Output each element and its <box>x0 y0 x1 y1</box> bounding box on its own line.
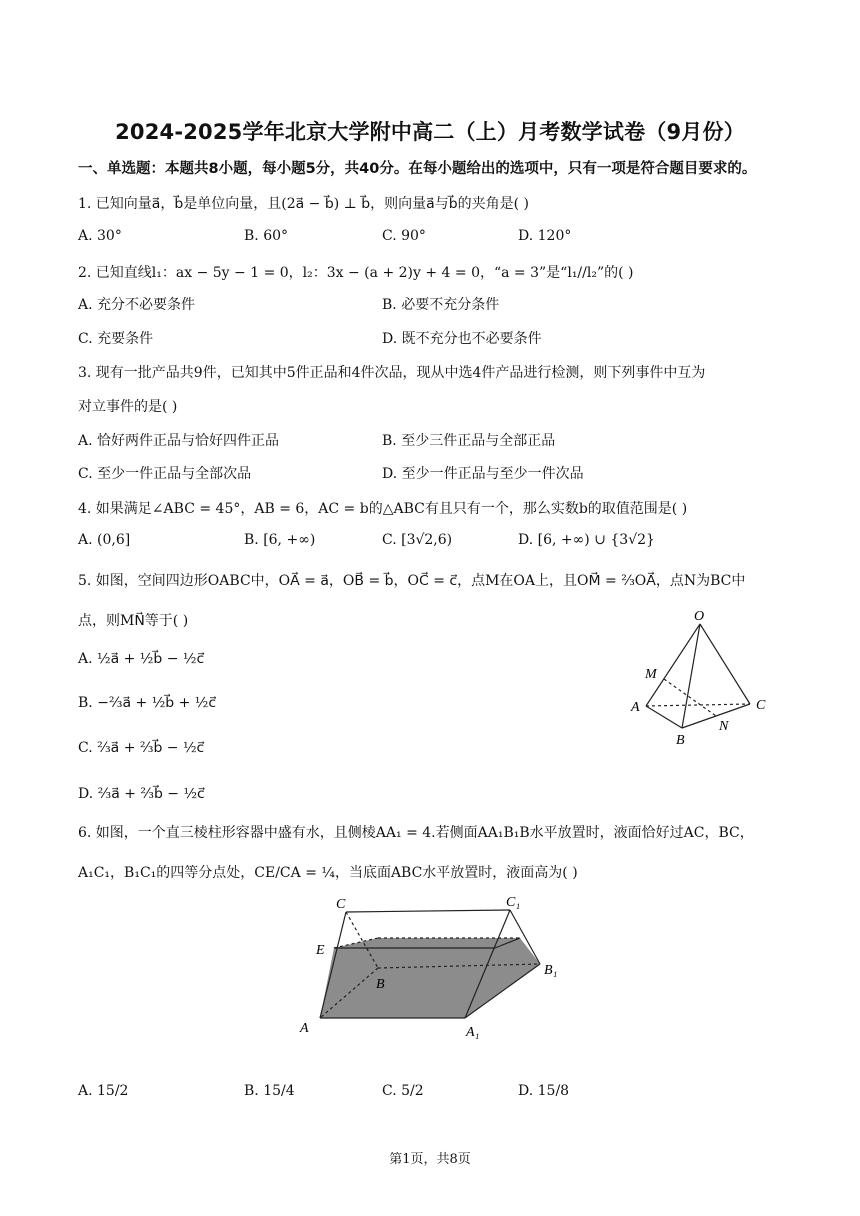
label-c: C <box>756 698 766 713</box>
prism-figure <box>290 890 580 1050</box>
q1-option-c: C. 90° <box>382 228 426 244</box>
label-e: E <box>316 943 325 958</box>
label-c: C <box>336 897 346 912</box>
question-2: 2. 已知直线l₁：ax − 5y − 1 = 0，l₂：3x − (a + 2)y + 4 = 0，“a = 3”是“l₁//l₂”的( ) <box>78 265 634 281</box>
question-3-line-2: 对立事件的是( ) <box>78 399 178 415</box>
q4-option-d: D. [6, +∞) ∪ {3√2} <box>518 532 655 548</box>
question-3-line-1: 3. 现有一批产品共9件，已知其中5件正品和4件次品，现从中选4件产品进行检测，则下列事件中互为 <box>78 365 706 381</box>
q5-option-a: A. ½a⃗ + ½b⃗ − ½c⃗ <box>78 651 205 667</box>
label-m: M <box>645 667 657 682</box>
q1-option-a: A. 30° <box>78 228 122 244</box>
question-1: 1. 已知向量a⃗，b⃗是单位向量，且(2a⃗ − b⃗) ⊥ b⃗，则向量a⃗与b⃗的夹角是( ) <box>78 196 529 212</box>
q3-option-a: A. 恰好两件正品与恰好四件正品 <box>78 433 280 449</box>
question-5-line-1: 5. 如图，空间四边形OABC中，OA⃗ = a⃗，OB⃗ = b⃗，OC⃗ = c⃗，点M在OA上，且OM⃗ = ⅔OA⃗，点N为BC中 <box>78 573 746 589</box>
q1-option-d: D. 120° <box>518 228 572 244</box>
q4-option-c: C. [3√2,6) <box>382 532 453 548</box>
label-a1: A₁ <box>466 1025 480 1040</box>
q3-option-d: D. 至少一件正品与至少一件次品 <box>382 466 584 482</box>
q2-option-b: B. 必要不充分条件 <box>382 297 500 313</box>
q6-option-b: B. 15/4 <box>244 1083 295 1099</box>
q2-option-d: D. 既不充分也不必要条件 <box>382 331 542 347</box>
q4-option-b: B. [6, +∞) <box>244 532 316 548</box>
label-c1: C₁ <box>506 895 521 910</box>
question-5-line-2: 点，则MN⃗等于( ) <box>78 613 189 629</box>
label-b1: B₁ <box>544 963 558 978</box>
page-footer: 第1页，共8页 <box>389 1152 471 1167</box>
q2-option-a: A. 充分不必要条件 <box>78 297 196 313</box>
q6-option-a: A. 15/2 <box>78 1083 129 1099</box>
q5-option-d: D. ⅔a⃗ + ⅔b⃗ − ½c⃗ <box>78 786 205 802</box>
label-b: B <box>376 977 385 992</box>
q3-option-b: B. 至少三件正品与全部正品 <box>382 433 556 449</box>
q3-option-c: C. 至少一件正品与全部次品 <box>78 466 252 482</box>
page-title: 2024-2025学年北京大学附中高二（上）月考数学试卷（9月份） <box>115 120 745 144</box>
label-a: A <box>300 1021 309 1036</box>
q2-option-c: C. 充要条件 <box>78 331 154 347</box>
q1-option-b: B. 60° <box>244 228 289 244</box>
label-n: N <box>719 719 729 734</box>
label-b: B <box>676 733 685 748</box>
label-o: O <box>694 609 705 624</box>
question-6-line-2: A₁C₁，B₁C₁的四等分点处，CE/CA = ¼，当底面ABC水平放置时，液面高为( ) <box>78 865 578 881</box>
q5-option-b: B. −⅔a⃗ + ½b⃗ + ½c⃗ <box>78 695 217 711</box>
section-heading: 一、单选题：本题共8小题，每小题5分，共40分。在每小题给出的选项中，只有一项是符合题目要求的。 <box>78 161 757 177</box>
question-4: 4. 如果满足∠ABC = 45°，AB = 6，AC = b的△ABC有且只有一个，那么实数b的取值范围是( ) <box>78 501 688 517</box>
q6-option-d: D. 15/8 <box>518 1083 570 1099</box>
question-6-line-1: 6. 如图，一个直三棱柱形容器中盛有水，且侧棱AA₁ = 4.若侧面AA₁B₁B水平放置时，液面恰好过AC，BC， <box>78 825 754 841</box>
q6-option-c: C. 5/2 <box>382 1083 424 1099</box>
q4-option-a: A. (0,6] <box>78 532 131 548</box>
q5-option-c: C. ⅔a⃗ + ⅔b⃗ − ½c⃗ <box>78 740 205 756</box>
tetrahedron-figure <box>620 600 780 750</box>
label-a: A <box>631 700 640 715</box>
